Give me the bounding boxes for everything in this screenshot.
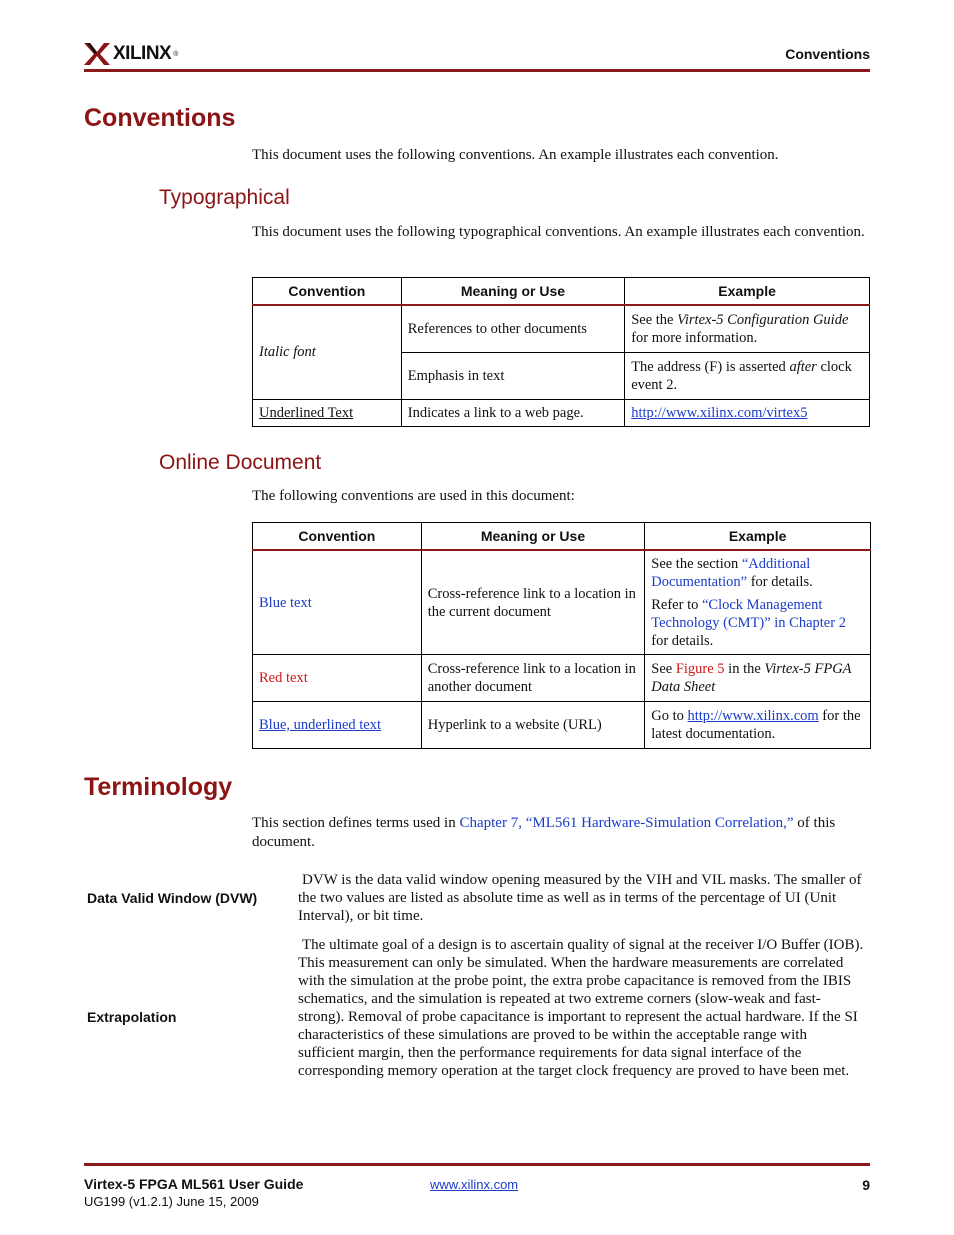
- term-dvw: Data Valid Window (DVW): [87, 890, 258, 906]
- term-extrapolation: Extrapolation: [87, 1009, 177, 1025]
- page-number: 9: [862, 1177, 870, 1193]
- table-cell: Indicates a link to a web page.: [401, 399, 624, 426]
- header-rule: [84, 69, 870, 72]
- xilinx-logo: [84, 40, 178, 68]
- definition-dvw: DVW is the data valid window opening measured by the VIH and VIL masks. The smaller of the two values are listed as absolute time as well as in terms of the percentage of UI (Unit Interval), or bit time.: [298, 872, 862, 924]
- table-header-row: [253, 278, 870, 306]
- table-cell: Cross-reference link to a location in the current document: [421, 550, 645, 655]
- table-header-row: [253, 523, 871, 551]
- online-table: [252, 522, 871, 749]
- italic-doc-title: Virtex-5 Configuration Guide: [677, 311, 849, 328]
- cmt-chapter-link[interactable]: “Clock Management Technology (CMT)” in Chapter 2: [651, 597, 846, 631]
- additional-documentation-link[interactable]: “Additional Documentation”: [651, 556, 811, 590]
- datasheet-title: Virtex-5 FPGA Data Sheet: [651, 661, 852, 695]
- column-header: Convention: [253, 523, 422, 551]
- column-header: Meaning or Use: [401, 278, 624, 306]
- table-cell: Hyperlink to a website (URL): [421, 702, 645, 749]
- registered-mark: ®: [173, 50, 179, 58]
- conventions-intro: This document uses the following conventions. An example illustrates each convention.: [252, 147, 779, 163]
- xilinx-url-link[interactable]: http://www.xilinx.com: [687, 708, 819, 724]
- xilinx-mark-icon: [84, 41, 110, 67]
- column-header: Example: [625, 278, 870, 306]
- example-line: Refer to “Clock Management Technology (CMT)” in Chapter 2 for details.: [651, 597, 846, 649]
- online-document-heading: Online Document: [159, 451, 322, 474]
- typographical-intro: This document uses the following typographical conventions. An example illustrates each convention.: [252, 224, 865, 240]
- table-cell: [645, 550, 871, 655]
- conventions-heading: Conventions: [84, 104, 236, 132]
- online-intro: The following conventions are used in this document:: [252, 488, 575, 504]
- table-row: [253, 305, 870, 352]
- table-cell: See the Virtex-5 Configuration Guide for more information.: [625, 305, 870, 352]
- column-header: Example: [645, 523, 871, 551]
- logo-wordmark: XILINX: [113, 43, 172, 64]
- table-row: [253, 399, 870, 426]
- typographical-table: [252, 277, 870, 427]
- table-cell: Cross-reference link to a location in another document: [421, 655, 645, 702]
- table-cell: Italic font: [253, 305, 402, 399]
- terminology-intro: This section defines terms used in Chapter 7, “ML561 Hardware-Simulation Correlation,” of this document.: [252, 815, 836, 850]
- running-header: Conventions: [785, 46, 870, 62]
- table-cell: References to other documents: [401, 305, 624, 352]
- virtex5-link[interactable]: http://www.xilinx.com/virtex5: [631, 404, 808, 421]
- terminology-heading: Terminology: [84, 773, 233, 801]
- table-cell: The address (F) is asserted after clock event 2.: [625, 352, 870, 399]
- table-cell: Red text: [253, 655, 422, 702]
- column-header: Meaning or Use: [421, 523, 645, 551]
- table-cell: Go to http://www.xilinx.com for the latest documentation.: [645, 702, 871, 749]
- footer-doc-title: Virtex-5 FPGA ML561 User Guide: [84, 1176, 304, 1192]
- table-cell: [625, 399, 870, 426]
- table-row: [253, 655, 871, 702]
- example-line: See the section “Additional Documentation” for details.: [651, 556, 813, 590]
- chapter-7-link[interactable]: Chapter 7, “ML561 Hardware-Simulation Correlation,”: [459, 815, 794, 831]
- definition-extrapolation: The ultimate goal of a design is to ascertain quality of signal at the receiver I/O Buffer (IOB). This measurement can only be simulated. When the hardware measurements are correlated with the simulation at the probe point, the extra probe capacitance is removed from the IBIS schematics, and the simulation is repeated at two extreme corners (slow-weak and fast-strong). Removal of probe capacitance is important to represent the actual hardware. If the SI characteristics of these simulations are proved to be within the acceptable range with sufficient margin, then the performance requirements for data signal interface of the corresponding memory operation at the target clock frequency are proved to have been met.: [298, 937, 864, 1079]
- typographical-heading: Typographical: [159, 186, 290, 209]
- table-cell: Emphasis in text: [401, 352, 624, 399]
- table-cell: Blue text: [253, 550, 422, 655]
- table-cell: Blue, underlined text: [253, 702, 422, 749]
- footer-doc-version: UG199 (v1.2.1) June 15, 2009: [84, 1194, 259, 1209]
- table-cell: See Figure 5 in the Virtex-5 FPGA Data Sheet: [645, 655, 871, 702]
- footer-website-link[interactable]: www.xilinx.com: [430, 1177, 519, 1192]
- table-row: [253, 550, 871, 655]
- table-row: [253, 702, 871, 749]
- emphasis-text: after: [789, 358, 817, 375]
- table-cell: Underlined Text: [253, 399, 402, 426]
- figure-5-link[interactable]: Figure 5: [675, 661, 725, 677]
- column-header: Convention: [253, 278, 402, 306]
- footer-rule: [84, 1163, 870, 1166]
